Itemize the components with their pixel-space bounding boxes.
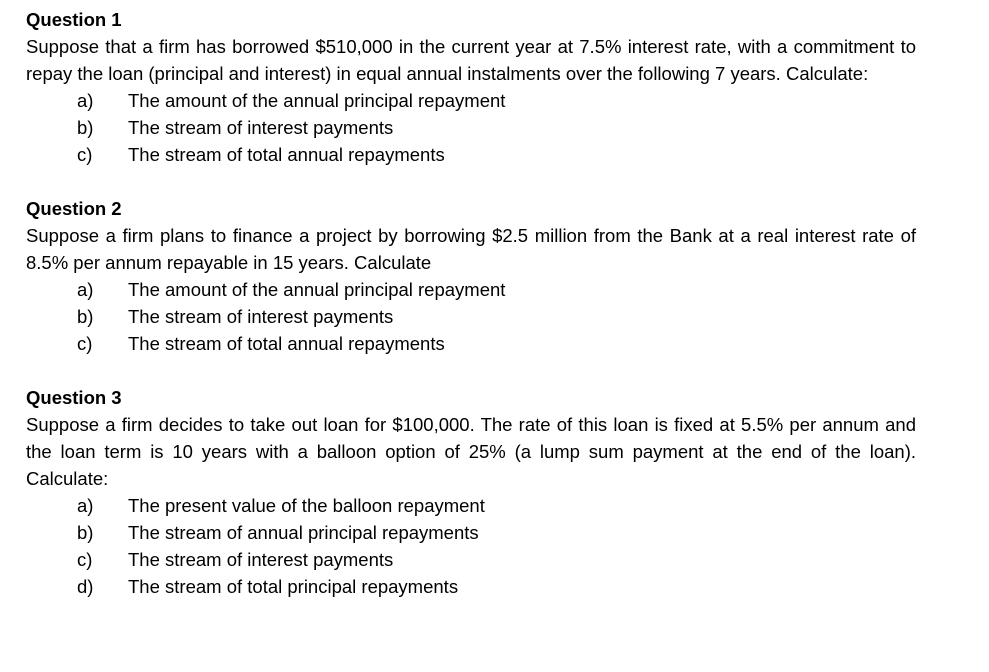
question-3 <box>26 384 916 600</box>
list-marker: a) <box>77 279 94 300</box>
list-item <box>26 546 916 573</box>
list-marker: c) <box>77 549 93 570</box>
list-marker: c) <box>77 144 93 165</box>
list-item-text: The stream of total principal repayments <box>128 576 459 597</box>
list-item-text: The amount of the annual principal repayment <box>128 279 506 300</box>
list-item <box>26 573 916 600</box>
list-item-text: The amount of the annual principal repayment <box>128 90 506 111</box>
question-items <box>26 492 916 600</box>
list-marker: c) <box>77 333 93 354</box>
list-item <box>26 303 916 330</box>
document-page <box>26 6 916 627</box>
list-item <box>26 519 916 546</box>
list-item <box>26 492 916 519</box>
list-marker: a) <box>77 90 94 111</box>
question-2 <box>26 195 916 357</box>
question-1 <box>26 6 916 168</box>
list-item-text: The stream of interest payments <box>128 306 394 327</box>
question-title: Question 2 <box>26 198 122 219</box>
question-items <box>26 276 916 357</box>
question-body: Suppose a firm decides to take out loan for $100,000. The rate of this loan is fixed at 5.5% per annum and the loan term is 10 years with a balloon option of 25% (a lump sum payment at the end of the loan). Calculate: <box>26 414 916 489</box>
list-item-text: The stream of annual principal repayments <box>128 522 479 543</box>
list-item <box>26 276 916 303</box>
question-body: Suppose that a firm has borrowed $510,000 in the current year at 7.5% interest rate, with a commitment to repay the loan (principal and interest) in equal annual instalments over the following 7 years. Calculate: <box>26 36 916 84</box>
list-marker: b) <box>77 117 94 138</box>
list-item <box>26 87 916 114</box>
list-item-text: The stream of interest payments <box>128 117 394 138</box>
question-body: Suppose a firm plans to finance a project by borrowing $2.5 million from the Bank at a real interest rate of 8.5% per annum repayable in 15 years. Calculate <box>26 225 916 273</box>
list-item-text: The stream of total annual repayments <box>128 333 445 354</box>
list-item-text: The stream of interest payments <box>128 549 394 570</box>
question-items <box>26 87 916 168</box>
list-marker: d) <box>77 576 94 597</box>
list-item <box>26 141 916 168</box>
question-title: Question 3 <box>26 387 122 408</box>
list-marker: b) <box>77 522 94 543</box>
list-item <box>26 114 916 141</box>
list-item <box>26 330 916 357</box>
list-marker: a) <box>77 495 94 516</box>
question-title: Question 1 <box>26 9 122 30</box>
list-item-text: The present value of the balloon repayment <box>128 495 485 516</box>
list-item-text: The stream of total annual repayments <box>128 144 445 165</box>
list-marker: b) <box>77 306 94 327</box>
